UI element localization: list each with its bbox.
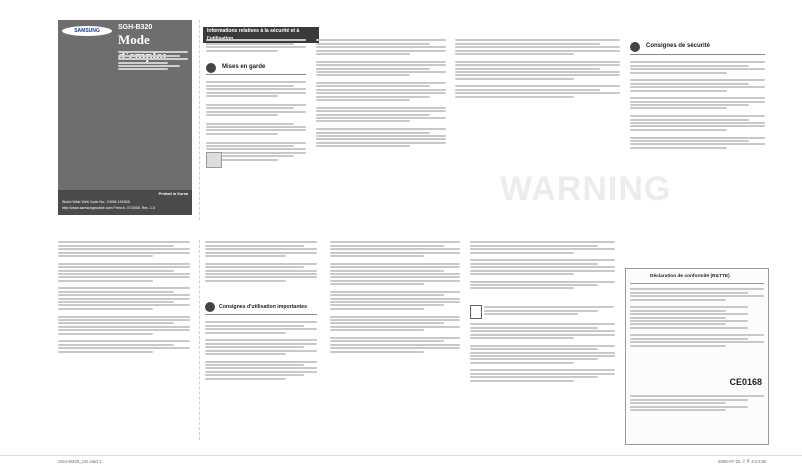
consignes-importantes-title: Consignes d'utilisation importantes xyxy=(219,304,307,310)
bottom-column-4-tail xyxy=(470,322,615,383)
declaration-panel xyxy=(625,268,769,445)
warning-section xyxy=(206,62,306,74)
top-column-b xyxy=(316,38,446,149)
recycling-icon xyxy=(470,305,482,319)
warning-watermark: WARNING xyxy=(500,170,672,208)
top-column-c xyxy=(455,38,620,99)
warning-icon xyxy=(206,63,216,73)
top-column-a-body xyxy=(206,80,306,162)
file-name: SGH-B320_UG.indd 1 xyxy=(58,459,102,464)
cover-intro xyxy=(118,50,188,72)
declaration-title: Déclaration de conformité (R&TTE) xyxy=(650,274,730,279)
model-number: SGH-B320 xyxy=(118,24,153,31)
bottom-column-2 xyxy=(205,240,317,283)
printed-label: Printed in Korea xyxy=(158,192,188,196)
bottom-column-1 xyxy=(58,240,190,354)
consignes-title: Consignes de sécurité xyxy=(646,43,711,49)
safety-header: Informations relatives à la sécurité et à xyxy=(203,27,319,43)
website: http://www.samsungmobile.com French. 07/2008. Rev. 1.0 xyxy=(62,206,155,210)
bottom-column-4 xyxy=(470,240,615,291)
samsung-logo: SAMSUNG xyxy=(62,26,112,36)
footer-bar xyxy=(0,455,802,468)
shield-icon xyxy=(630,42,640,52)
top-column-a xyxy=(206,38,306,53)
fold-line xyxy=(199,240,200,440)
cover-footer xyxy=(58,190,192,215)
print-date: 2008-07-22 오후 4:24:35 xyxy=(717,459,766,464)
caution-pictogram xyxy=(206,152,222,168)
info-icon xyxy=(205,302,215,312)
warning-title: Mises en garde xyxy=(222,64,266,70)
fold-line xyxy=(199,20,200,220)
bottom-column-3 xyxy=(330,240,460,354)
cover-panel xyxy=(58,20,192,215)
ce-mark: CE0168 xyxy=(729,377,762,387)
web-code: World Wide Web Code No.: GH68-19180A xyxy=(62,200,130,204)
consignes-importantes-section xyxy=(205,300,317,314)
bottom-column-2-body xyxy=(205,320,317,381)
page-title: Mode xyxy=(118,32,150,47)
bottom-column-4-body xyxy=(484,305,614,317)
